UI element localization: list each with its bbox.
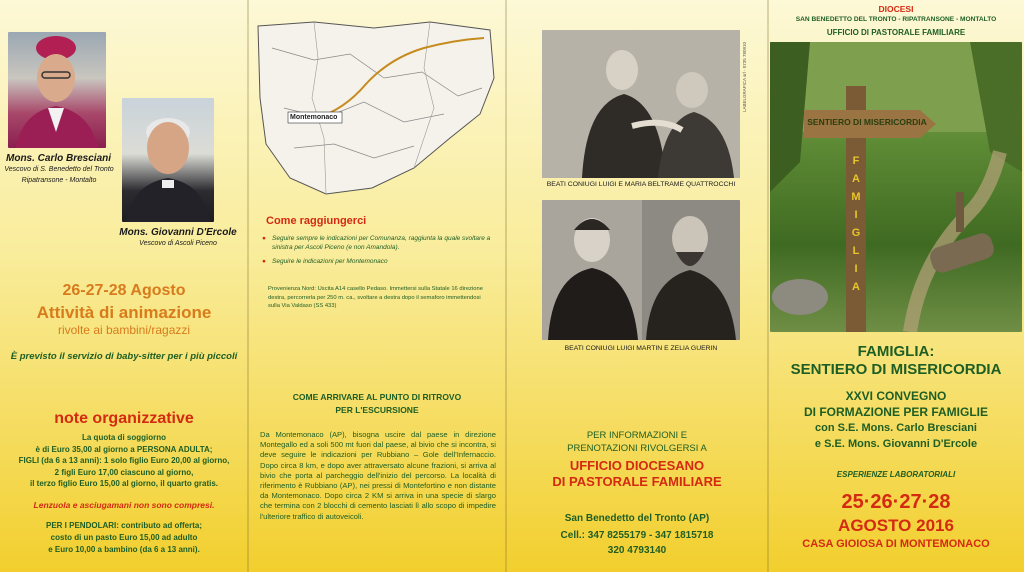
fold-line (767, 0, 769, 572)
directions-bullets (262, 234, 494, 266)
event-month-year: AGOSTO 2016 (838, 516, 954, 535)
map-graphic (254, 18, 498, 198)
commuter-line: PER I PENDOLARI: contributo ad offerta; (46, 521, 202, 530)
post-letter: L (852, 245, 860, 257)
bullet-icon: ● (262, 258, 266, 265)
notes-line: FIGLI (da 6 a 13 anni): 1 solo figlio Euro 20,00 al giorno, (18, 456, 230, 465)
commuter-line: costo di un pasto Euro 15,00 ad adulto (50, 533, 198, 542)
event-dates: 25·26·27·28 (841, 491, 951, 513)
meeting-directions: Da Montemonaco (AP), bisogna uscire dal paese in direzione Montegallo ed a soli 500 mt fuori dal paese, al bivio che si incontra, si deve seguire le indicazioni per Rubbiano – Gole dell'Infernaccio. Dopo circa 8 km, e dopo aver attraversato alcune frazioni, si arriva al bivio che porta al parcheggio dell'inizio del percorso. La località di riferimento è Rubbiano (AP), nei pressi di Montefortino e non distante da Montemonaco. Dopo circa 2 KM si arriva in una specie di slargo che termina con 2 blocchi di cemento lasciati lì allo scopo di impedire l'ulteriore traffico di autoveicoli. (260, 430, 496, 521)
phone-line: Cell.: 347 8255179 - 347 1815718 (560, 530, 714, 541)
fold-line (247, 0, 249, 572)
photo-martin (542, 200, 740, 340)
panel-contacts (506, 0, 768, 572)
caption-martin: BEATI CONIUGI LUIGI MARTIN E ZELIA GUERIN (564, 345, 718, 352)
cover-title-2: SENTIERO DI MISERICORDIA (790, 361, 1002, 378)
diocesi-label: DIOCESI (878, 4, 914, 14)
commuter-block (0, 520, 248, 556)
office-line: DI PASTORALE FAMILIARE (552, 474, 722, 489)
printer-credit: LABELGRAFICA srl · 0735 780910 (742, 41, 747, 112)
phone-line: 320 4793140 (607, 545, 667, 556)
contact-phones (506, 528, 768, 558)
post-letter: F (852, 155, 860, 167)
linen-note: Lenzuola e asciugamani non sono compresi. (33, 500, 215, 510)
post-letter: G (851, 227, 861, 239)
event-venue: CASA GIOIOSA DI MONTEMONACO (802, 538, 990, 550)
photo-dercole (122, 98, 214, 222)
trail-sign-text: SENTIERO DI MISERICORDIA (807, 117, 927, 127)
directions-title: Come raggiungerci (266, 215, 367, 227)
notes-title: note organizzative (54, 410, 194, 427)
notes-line: è di Euro 35,00 al giorno a PERSONA ADULTA; (35, 444, 213, 454)
bullet-text: Seguire le indicazioni per Montemonaco (272, 258, 388, 265)
bullet-text: Seguire sempre le indicazioni per Comunanza, raggiunta la quale svoltare a sinistra per Ascoli Piceno (e non Amandola). (272, 235, 491, 251)
bishop-portrait-2 (122, 98, 214, 222)
bullet-item (262, 234, 494, 252)
notes-block (0, 432, 248, 490)
meeting-subtitle: PER L'ESCURSIONE (335, 405, 419, 415)
trail-photo (770, 42, 1022, 332)
info-block (506, 430, 768, 455)
convegno-line-2: DI FORMAZIONE PER FAMIGLIE (803, 405, 988, 419)
meeting-title: COME ARRIVARE AL PUNTO DI RITROVO (292, 392, 462, 402)
couple-photo-2 (542, 200, 740, 340)
notes-line: La quota di soggiorno (82, 433, 166, 442)
office-block (506, 458, 768, 490)
post-letter: A (852, 173, 860, 185)
notes-line: 2 figli Euro 17,00 ciascuno al giorno, (54, 467, 194, 477)
bresciani-role: Vescovo di S. Benedetto del Tronto (4, 166, 114, 173)
convegno-line-1: XXVI CONVEGNO (845, 389, 947, 403)
post-letters (846, 152, 866, 296)
workshops-label: ESPERIENZE LABORATORIALI (836, 470, 956, 479)
notes-line: il terzo figlio Euro 15,00 al giorno, il quarto gratis. (29, 479, 219, 488)
north-directions: Provenienza Nord: Uscita A14 casello Pedaso. Immettersi sulla Statale 16 direzione destra, percorrerla per 250 m. ca., svoltare a destra dopo il semaforo immettendosi sulla Via Valdaso (SS 433) (268, 286, 483, 309)
post-letter: I (854, 263, 858, 275)
animation-dates: 26-27-28 Agosto (62, 282, 186, 299)
region-map (254, 18, 498, 198)
map-town-label: Montemonaco (290, 114, 338, 121)
post-letter: A (852, 281, 860, 293)
office-line: UFFICIO DIOCESANO (569, 458, 705, 473)
speakers-line-1: con S.E. Mons. Carlo Bresciani (815, 422, 977, 434)
animation-subtitle: rivolte ai bambini/ragazzi (57, 323, 191, 337)
info-line: PRENOTAZIONI RIVOLGERSI A (567, 442, 707, 454)
contact-city: San Benedetto del Tronto (AP) (564, 513, 710, 524)
info-line: PER INFORMAZIONI E (586, 430, 688, 441)
animation-title: Attività di animazione (36, 303, 212, 322)
bullet-item (262, 257, 494, 266)
trail-scene (770, 42, 1022, 332)
photo-quattrocchi (542, 30, 740, 178)
commuter-line: e Euro 10,00 a bambino (da 6 a 13 anni). (48, 545, 200, 554)
post-letter: M (851, 191, 861, 203)
bresciani-name: Mons. Carlo Bresciani (6, 153, 112, 164)
bresciani-role2: Ripatransone - Montalto (21, 177, 97, 184)
dercole-role: Vescovo di Ascoli Piceno (139, 240, 217, 247)
babysitter-note: È previsto il servizio di baby-sitter per i più piccoli (10, 351, 238, 362)
panel-organizers (0, 0, 248, 572)
bishop-portrait-1 (8, 32, 106, 148)
office-label: UFFICIO DI PASTORALE FAMILIARE (826, 28, 966, 37)
panel-directions (248, 0, 506, 572)
diocesi-places: SAN BENEDETTO DEL TRONTO - RIPATRANSONE - MONTALTO (795, 16, 997, 23)
panel-cover (768, 0, 1024, 572)
caption-quattrocchi: BEATI CONIUGI LUIGI E MARIA BELTRAME QUATTROCCHI (546, 181, 736, 188)
cover-title-1: FAMIGLIA: (857, 343, 935, 360)
dercole-name: Mons. Giovanni D'Ercole (119, 227, 237, 238)
photo-bresciani (8, 32, 106, 148)
post-letter: I (854, 209, 858, 221)
speakers-line-2: e S.E. Mons. Giovanni D'Ercole (814, 438, 978, 450)
fold-line (505, 0, 507, 572)
bullet-icon: ● (262, 235, 266, 242)
couple-photo-1 (542, 30, 740, 178)
